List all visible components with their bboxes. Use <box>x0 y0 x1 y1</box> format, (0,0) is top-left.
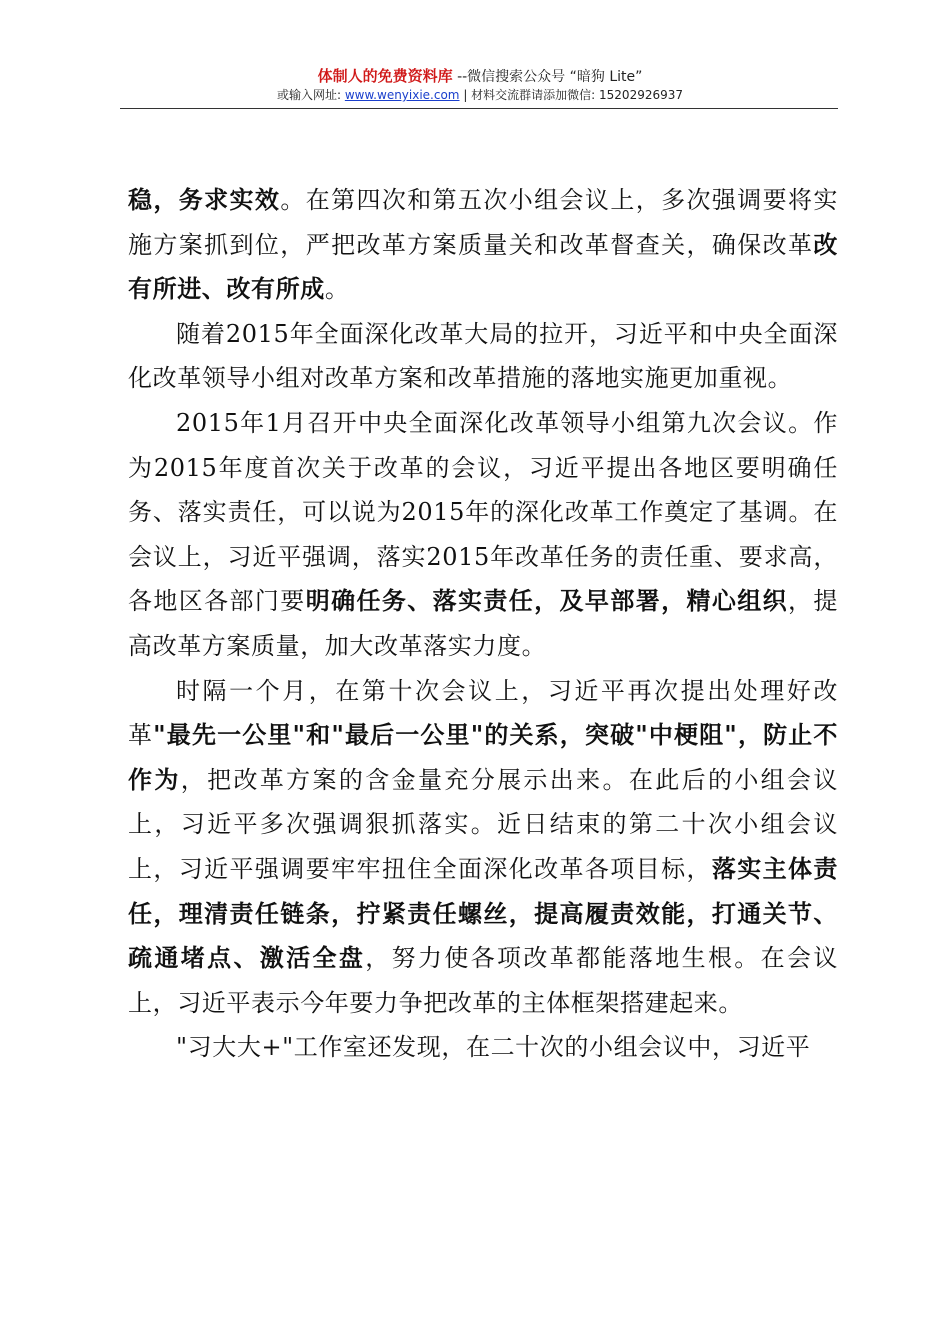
paragraph-1 <box>128 178 838 312</box>
page-header <box>120 66 840 104</box>
bold-run: 改有所进、改有所成 <box>128 229 838 304</box>
header-line-1 <box>120 66 840 87</box>
text-run: 随着2015年全面深化改革大局的拉开，习近平和中央全面深化改革领导小组对改革方案和改革措施的落地实施更加重视。 <box>128 319 838 393</box>
paragraph-3 <box>128 401 838 669</box>
paragraph-5 <box>128 1025 838 1070</box>
header-tagline: --微信搜索公众号 “暗狗 Lite” <box>452 69 643 85</box>
text-run: 时隔一个月，在第十次会议上，习近平再次提出处理好改革 <box>128 676 838 750</box>
bold-run: "最先一公里"和"最后一公里"的关系，突破"中梗阻"，防止不作为 <box>128 720 838 794</box>
text-run: 2015年1月召开中央全面深化改革领导小组第九次会议。作为2015年度首次关于改革的会议，习近平提出各地区要明确任务、落实责任，可以说为2015年的深化改革工作奠定了基调。在会议上，习近平强调，落实2015年改革任务的责任重、要求高，各地区各部门要 <box>128 408 838 616</box>
header-url-prefix: 或输入网址: <box>276 88 345 102</box>
text-run: "习大大+"工作室还发现，在二十次的小组会议中，习近平 <box>176 1033 811 1062</box>
document-body <box>128 178 838 1070</box>
bold-run: 稳，务求实效 <box>128 185 281 214</box>
text-run: ，提高改革方案质量，加大改革落实力度。 <box>128 587 839 660</box>
paragraph-4 <box>128 669 838 1026</box>
header-divider <box>120 108 838 109</box>
bold-run: 明确任务、落实责任，及早部署，精心组织 <box>305 586 789 616</box>
text-run: 。在第四次和第五次小组会议上，多次强调要将实施方案抓到位，严把改革方案质量关和改革督查关，确保改革 <box>128 186 838 259</box>
header-contact: | 材料交流群请添加微信: 15202926937 <box>459 88 684 102</box>
header-url-link[interactable]: www.wenyixie.com <box>344 88 460 102</box>
text-run: ，努力使各项改革都能落地生根。在会议上，习近平表示今年要力争把改革的主体框架搭建起来。 <box>128 944 838 1017</box>
bold-run: 落实主体责任，理清责任链条，拧紧责任螺丝，提高履责效能，打通关节、疏通堵点、激活全盘 <box>128 853 838 973</box>
text-run: ，把改革方案的含金量充分展示出来。在此后的小组会议上，习近平多次强调狠抓落实。近日结束的第二十次小组会议上，习近平强调要牢牢扭住全面深化改革各项目标， <box>128 765 839 883</box>
header-line-2 <box>120 87 840 104</box>
paragraph-2 <box>128 312 838 401</box>
header-brand: 体制人的免费资料库 <box>317 67 453 85</box>
text-run: 。 <box>324 275 350 304</box>
